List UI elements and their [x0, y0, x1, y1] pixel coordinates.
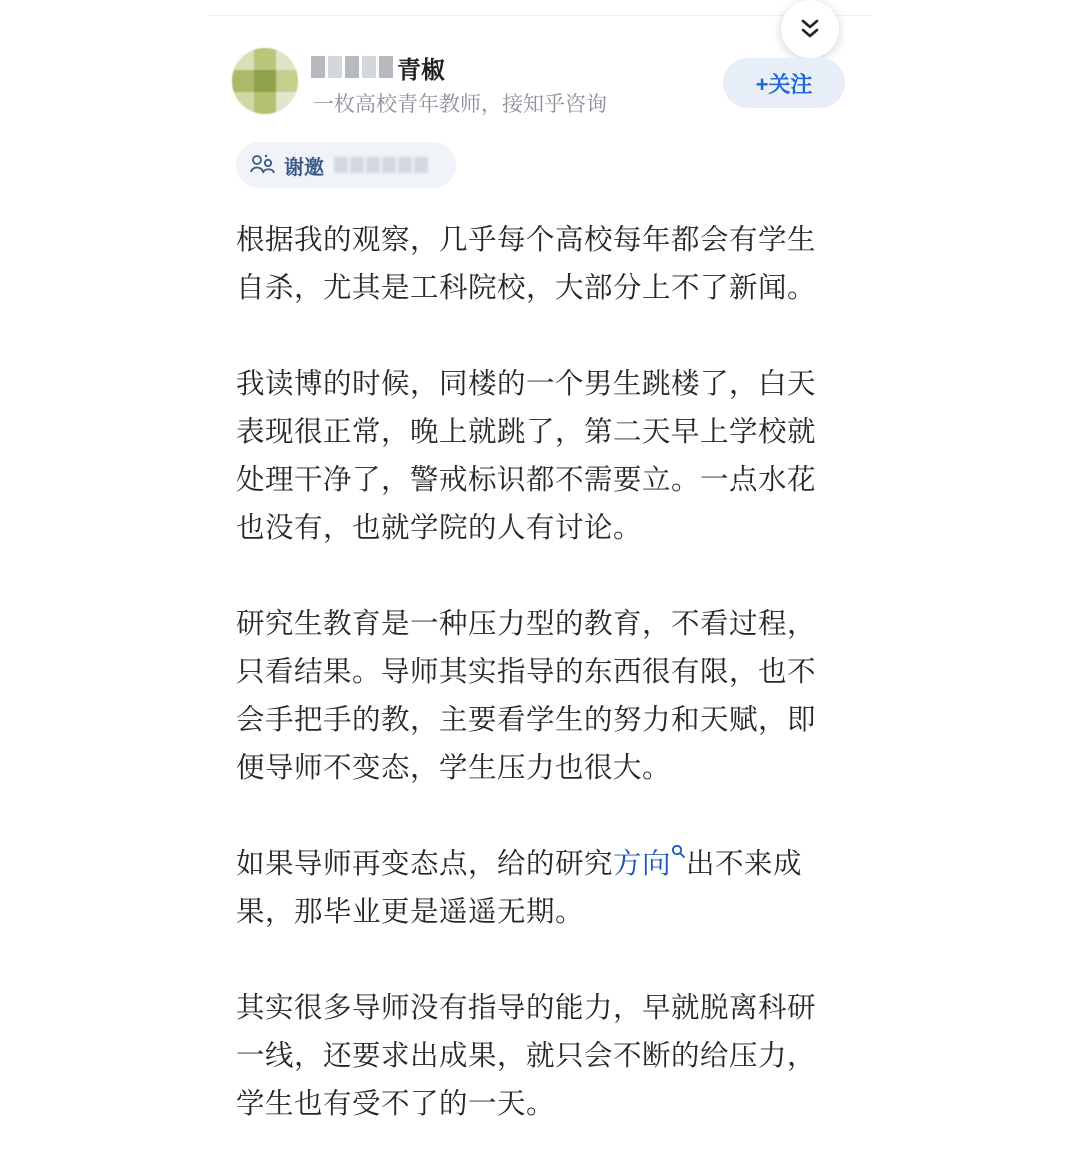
invite-people-icon — [250, 154, 276, 176]
redacted-name-mosaic — [311, 56, 393, 78]
follow-button-label: +关注 — [755, 71, 813, 97]
author-name[interactable] — [311, 52, 445, 82]
paragraph-text: 出不来成果，那毕业更是遥遥无期。 — [236, 847, 803, 928]
author-name-text: 青椒 — [397, 55, 445, 84]
answer-paragraph: 研究生教育是一种压力型的教育，不看过程，只看结果。导师其实指导的东西很有限，也不会手把手的教，主要看学生的努力和天赋，即便导师不变态，学生压力也很大。 — [236, 607, 817, 784]
collapse-button[interactable] — [781, 0, 839, 58]
redacted-invitee-mosaic — [334, 157, 428, 173]
top-divider — [208, 15, 872, 16]
search-icon — [671, 844, 686, 859]
search-keyword-link[interactable] — [613, 847, 686, 880]
answer-paragraph: 其实很多导师没有指导的能力，早就脱离科研一线，还要求出成果，就只会不断的给压力，学生也有受不了的一天。 — [236, 991, 817, 1120]
answer-content — [236, 216, 836, 1176]
follow-button[interactable] — [723, 58, 845, 108]
author-headline: 一枚高校青年教师，接知乎咨询 — [313, 92, 607, 116]
avatar[interactable] — [232, 48, 298, 114]
paragraph-text: 如果导师再变态点，给的研究 — [236, 847, 614, 880]
double-chevron-down-icon — [799, 18, 821, 40]
search-keyword-text: 方向 — [613, 847, 672, 880]
answer-paragraph: 根据我的观察，几乎每个高校每年都会有学生自杀，尤其是工科院校，大部分上不了新闻。 — [236, 223, 817, 304]
answer-paragraph: 我读博的时候，同楼的一个男生跳楼了，白天表现很正常，晚上就跳了，第二天早上学校就处理干净了，警戒标识都不需要立。一点水花也没有，也就学院的人有讨论。 — [236, 367, 817, 544]
invite-label: 谢邀 — [284, 154, 324, 179]
answer-paragraph-with-link — [236, 840, 836, 936]
invite-chip[interactable] — [236, 142, 456, 188]
